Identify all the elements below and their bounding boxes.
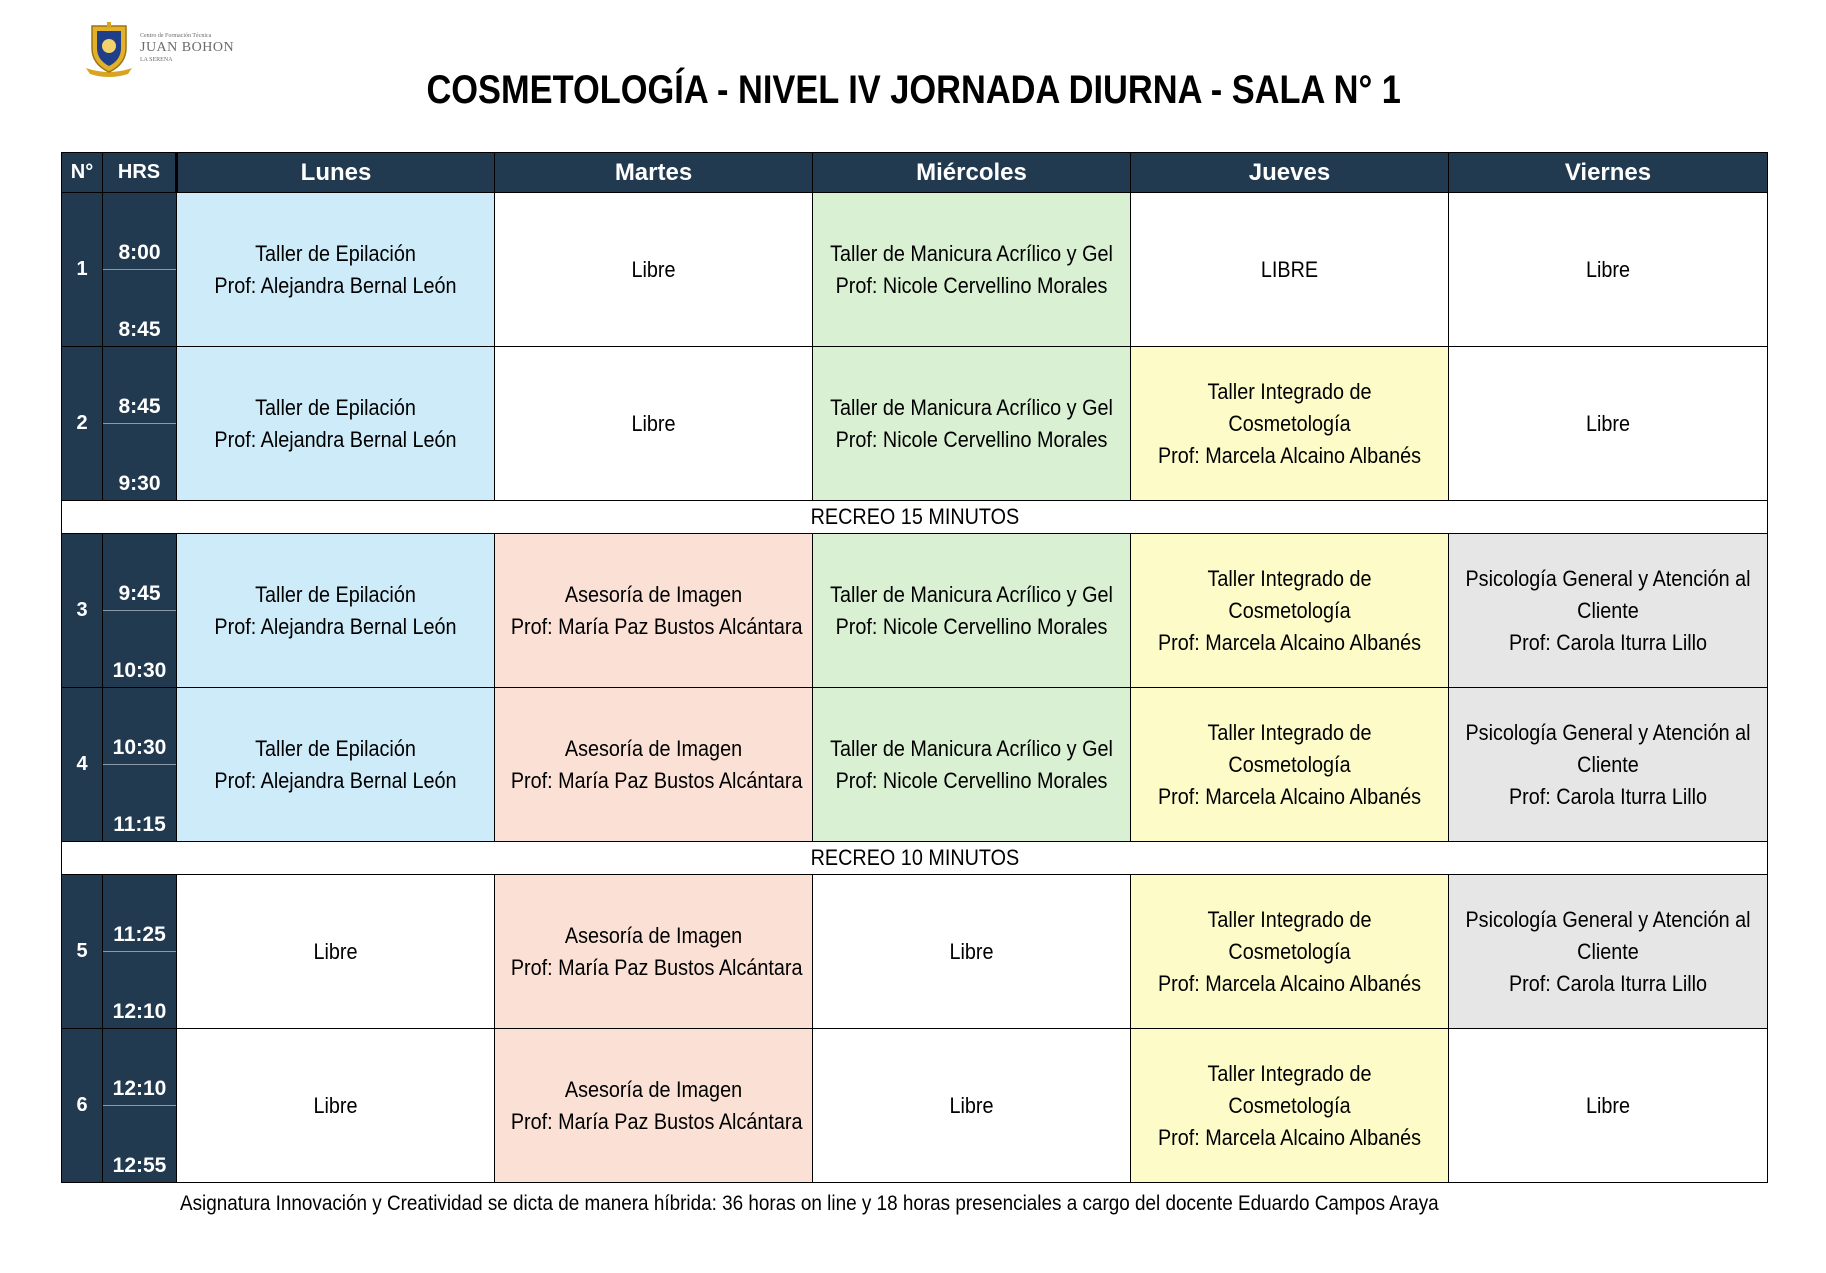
class-detail: Cliente xyxy=(1577,597,1639,623)
header-day: Miércoles xyxy=(813,153,1131,193)
class-subject: LIBRE xyxy=(1260,256,1319,282)
class-subject: Libre xyxy=(631,410,676,436)
class-cell xyxy=(495,347,813,501)
class-cell xyxy=(177,347,495,501)
recess-row xyxy=(62,842,1768,875)
end-time: 9:30 xyxy=(118,472,161,495)
class-cell xyxy=(1449,347,1768,501)
period-times xyxy=(103,193,177,347)
header-hrs: HRS xyxy=(103,153,177,193)
class-subject: Asesoría de Imagen xyxy=(564,581,743,607)
class-subject: Asesoría de Imagen xyxy=(564,1076,743,1102)
recess-row xyxy=(62,501,1768,534)
period-times xyxy=(103,347,177,501)
class-detail: Cosmetología xyxy=(1228,410,1351,436)
class-subject: Taller de Manicura Acrílico y Gel xyxy=(830,581,1113,607)
period-row xyxy=(62,193,1768,347)
class-cell xyxy=(1131,193,1449,347)
class-subject: Taller Integrado de xyxy=(1207,906,1372,932)
class-cell xyxy=(1131,347,1449,501)
class-cell xyxy=(1449,534,1768,688)
period-number: 1 xyxy=(62,193,103,347)
class-detail: Prof: Marcela Alcaino Albanés xyxy=(1157,442,1422,468)
period-number: 3 xyxy=(62,534,103,688)
class-cell xyxy=(813,534,1131,688)
class-cell xyxy=(495,688,813,842)
class-detail: Prof: Alejandra Bernal León xyxy=(214,767,457,793)
class-subject: Taller de Epilación xyxy=(255,394,416,420)
class-detail: Prof: Marcela Alcaino Albanés xyxy=(1157,629,1422,655)
class-detail: Prof: Alejandra Bernal León xyxy=(214,613,457,639)
class-cell xyxy=(495,193,813,347)
class-subject: Taller Integrado de xyxy=(1207,719,1372,745)
class-subject: Taller de Manicura Acrílico y Gel xyxy=(830,735,1113,761)
class-detail: Prof: Alejandra Bernal León xyxy=(214,272,457,298)
period-number: 6 xyxy=(62,1029,103,1183)
logo-city: LA SERENA xyxy=(140,57,173,63)
class-cell xyxy=(495,875,813,1029)
class-subject: Psicología General y Atención al xyxy=(1465,719,1751,745)
class-subject: Libre xyxy=(1585,410,1631,436)
class-subject: Taller de Epilación xyxy=(255,735,416,761)
period-row xyxy=(62,347,1768,501)
header-day: Martes xyxy=(495,153,813,193)
header-num: N° xyxy=(62,153,103,193)
class-detail: Prof: Carola Iturra Lillo xyxy=(1508,629,1708,655)
class-detail: Cosmetología xyxy=(1228,751,1351,777)
period-times xyxy=(103,534,177,688)
class-cell xyxy=(1131,534,1449,688)
class-cell xyxy=(1449,193,1768,347)
class-subject: Taller Integrado de xyxy=(1207,565,1372,591)
end-time: 8:45 xyxy=(118,318,161,341)
class-subject: Libre xyxy=(1585,256,1631,282)
class-subject: Taller de Manicura Acrílico y Gel xyxy=(830,240,1113,266)
period-row xyxy=(62,688,1768,842)
class-cell xyxy=(1131,1029,1449,1183)
end-time: 10:30 xyxy=(112,659,167,682)
period-times xyxy=(103,1029,177,1183)
period-number: 5 xyxy=(62,875,103,1029)
class-subject: Libre xyxy=(1585,1092,1631,1118)
class-detail: Cliente xyxy=(1577,751,1639,777)
footnote: Asignatura Innovación y Creatividad se dicta de manera híbrida: 36 horas on line y 18 horas presenciales a cargo del docente Eduardo Campos Araya xyxy=(180,1192,1439,1215)
class-detail: Prof: Nicole Cervellino Morales xyxy=(835,272,1108,298)
class-subject: Psicología General y Atención al xyxy=(1465,906,1751,932)
class-cell xyxy=(177,193,495,347)
header-day: Jueves xyxy=(1131,153,1449,193)
class-cell xyxy=(177,534,495,688)
class-subject: Libre xyxy=(949,938,994,964)
start-time: 11:25 xyxy=(103,875,176,952)
class-detail: Prof: Marcela Alcaino Albanés xyxy=(1157,783,1422,809)
start-time: 10:30 xyxy=(103,688,176,765)
recess-label: RECREO 10 MINUTOS xyxy=(810,845,1019,870)
start-time: 9:45 xyxy=(103,534,176,611)
class-cell xyxy=(177,875,495,1029)
class-detail: Prof: Nicole Cervellino Morales xyxy=(835,426,1108,452)
class-detail: Cosmetología xyxy=(1228,1092,1351,1118)
class-cell xyxy=(1131,688,1449,842)
end-time: 12:55 xyxy=(112,1154,167,1177)
class-subject: Taller de Manicura Acrílico y Gel xyxy=(830,394,1113,420)
class-detail: Prof: Alejandra Bernal León xyxy=(214,426,457,452)
class-subject: Taller Integrado de xyxy=(1207,1060,1372,1086)
class-detail: Cliente xyxy=(1577,938,1639,964)
end-time: 11:15 xyxy=(113,813,166,836)
schedule-table xyxy=(61,152,1768,1183)
logo-name: JUAN BOHON xyxy=(140,40,235,55)
class-cell xyxy=(813,193,1131,347)
header-row xyxy=(62,153,1768,193)
class-subject: Taller Integrado de xyxy=(1207,378,1372,404)
class-detail: Prof: María Paz Bustos Alcántara xyxy=(510,767,803,793)
class-cell xyxy=(1449,688,1768,842)
header-day: Lunes xyxy=(177,153,495,193)
period-times xyxy=(103,875,177,1029)
class-cell xyxy=(1449,1029,1768,1183)
class-subject: Libre xyxy=(631,256,676,282)
class-detail: Prof: Marcela Alcaino Albanés xyxy=(1157,970,1422,996)
class-detail: Prof: María Paz Bustos Alcántara xyxy=(510,1108,803,1134)
page-title: COSMETOLOGÍA - NIVEL IV JORNADA DIURNA - SALA N° 1 xyxy=(426,68,1401,112)
class-cell xyxy=(813,688,1131,842)
recess-cell xyxy=(62,501,1768,534)
start-time: 8:45 xyxy=(103,347,176,424)
class-detail: Prof: Marcela Alcaino Albanés xyxy=(1157,1124,1422,1150)
class-detail: Cosmetología xyxy=(1228,597,1351,623)
end-time: 12:10 xyxy=(112,1000,167,1023)
recess-label: RECREO 15 MINUTOS xyxy=(810,504,1019,529)
class-cell xyxy=(813,1029,1131,1183)
period-times xyxy=(103,688,177,842)
class-subject: Asesoría de Imagen xyxy=(564,735,743,761)
class-subject: Taller de Epilación xyxy=(255,240,416,266)
period-number: 4 xyxy=(62,688,103,842)
period-row xyxy=(62,1029,1768,1183)
class-cell xyxy=(1131,875,1449,1029)
period-number: 2 xyxy=(62,347,103,501)
class-cell xyxy=(813,875,1131,1029)
class-cell xyxy=(177,688,495,842)
header-day: Viernes xyxy=(1449,153,1768,193)
class-subject: Taller de Epilación xyxy=(255,581,416,607)
start-time: 12:10 xyxy=(103,1029,176,1106)
class-cell xyxy=(177,1029,495,1183)
class-subject: Psicología General y Atención al xyxy=(1465,565,1751,591)
logo-subtitle: Centro de Formación Técnica xyxy=(140,33,212,39)
class-detail: Prof: Carola Iturra Lillo xyxy=(1508,970,1708,996)
class-detail: Prof: María Paz Bustos Alcántara xyxy=(510,613,803,639)
class-detail: Prof: Nicole Cervellino Morales xyxy=(835,613,1108,639)
class-cell xyxy=(1449,875,1768,1029)
class-detail: Prof: Carola Iturra Lillo xyxy=(1508,783,1708,809)
class-subject: Libre xyxy=(313,1092,358,1118)
class-cell xyxy=(495,1029,813,1183)
recess-cell xyxy=(62,842,1768,875)
class-detail: Prof: María Paz Bustos Alcántara xyxy=(510,954,803,980)
schedule-body xyxy=(62,193,1768,1183)
start-time: 8:00 xyxy=(103,193,176,270)
class-detail: Cosmetología xyxy=(1228,938,1351,964)
class-subject: Libre xyxy=(949,1092,994,1118)
period-row xyxy=(62,875,1768,1029)
class-cell xyxy=(495,534,813,688)
class-cell xyxy=(813,347,1131,501)
class-detail: Prof: Nicole Cervellino Morales xyxy=(835,767,1108,793)
class-subject: Asesoría de Imagen xyxy=(564,922,743,948)
period-row xyxy=(62,534,1768,688)
class-subject: Libre xyxy=(313,938,358,964)
